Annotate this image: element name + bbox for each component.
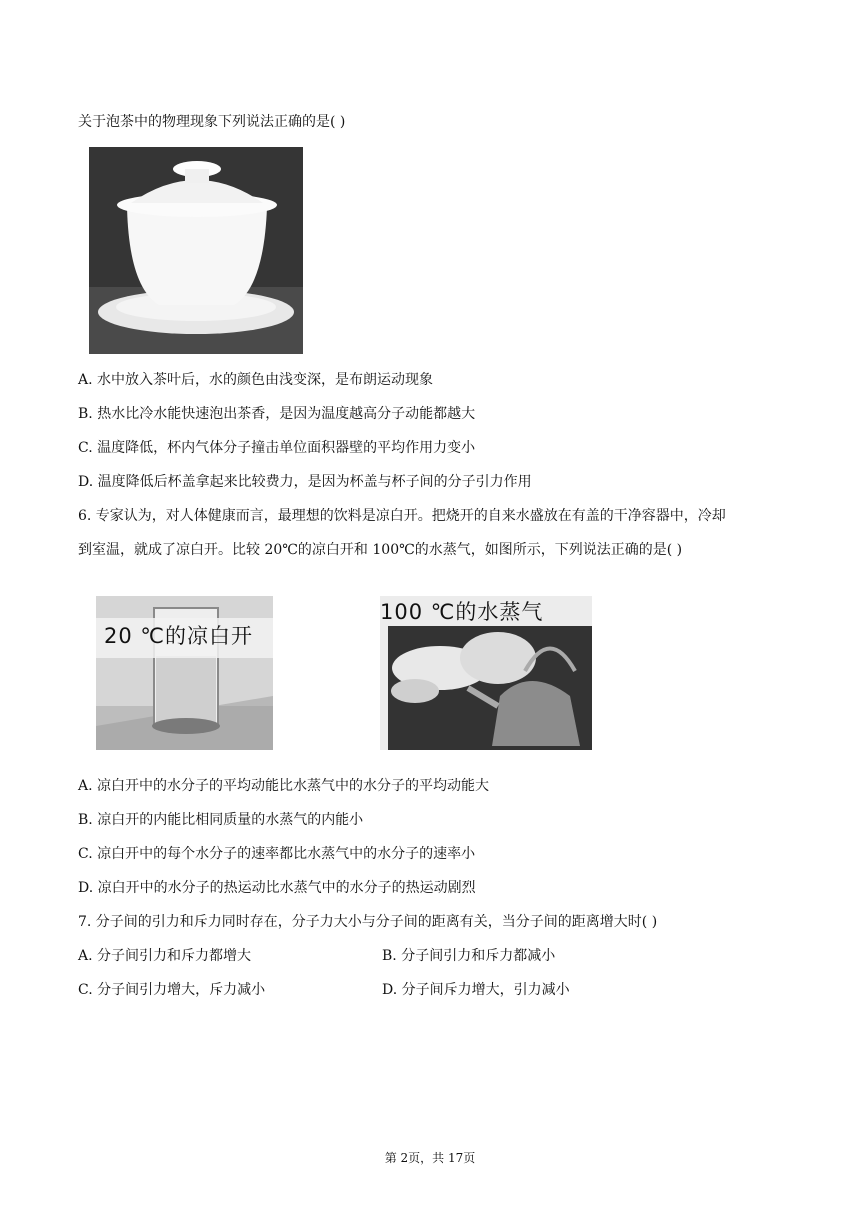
q7-option-d: D. 分子间斥力增大，引力减小 bbox=[382, 982, 570, 998]
q5-option-d: D. 温度降低后杯盖拿起来比较费力，是因为杯盖与杯子间的分子引力作用 bbox=[78, 474, 532, 490]
q5-option-a: A. 水中放入茶叶后，水的颜色由浅变深，是布朗运动现象 bbox=[78, 372, 434, 388]
teacup-image bbox=[89, 147, 303, 354]
q6-option-d: D. 凉白开中的水分子的热运动比水蒸气中的水分子的热运动剧烈 bbox=[78, 880, 476, 896]
q7-option-c: C. 分子间引力增大，斥力减小 bbox=[78, 982, 266, 998]
q6-option-b: B. 凉白开的内能比相同质量的水蒸气的内能小 bbox=[78, 812, 364, 828]
question-6-stem-line2: 到室温，就成了凉白开。比较 20℃的凉白开和 100℃的水蒸气，如图所示，下列说法正确的是( ) bbox=[78, 542, 683, 558]
q7-option-a: A. 分子间引力和斥力都增大 bbox=[78, 948, 252, 964]
question-5-stem: 关于泡茶中的物理现象下列说法正确的是( ) bbox=[78, 114, 346, 130]
gaiwan-teacup-illustration bbox=[89, 147, 303, 354]
q7-option-b: B. 分子间引力和斥力都减小 bbox=[382, 948, 556, 964]
steam-caption: 100 ℃的水蒸气 bbox=[380, 600, 544, 624]
q6-option-a: A. 凉白开中的水分子的平均动能比水蒸气中的水分子的平均动能大 bbox=[78, 778, 490, 794]
page-number-footer: 第 2页，共 17页 bbox=[384, 1151, 476, 1165]
cool-water-caption: 20 ℃的凉白开 bbox=[104, 624, 253, 648]
q6-option-c: C. 凉白开中的每个水分子的速率都比水蒸气中的水分子的速率小 bbox=[78, 846, 476, 862]
q5-option-c: C. 温度降低，杯内气体分子撞击单位面积器壁的平均作用力变小 bbox=[78, 440, 476, 456]
steam-image bbox=[380, 596, 592, 750]
q5-option-b: B. 热水比冷水能快速泡出茶香，是因为温度越高分子动能都越大 bbox=[78, 406, 476, 422]
question-7-stem: 7. 分子间的引力和斥力同时存在，分子力大小与分子间的距离有关，当分子间的距离增大时( ) bbox=[78, 914, 658, 930]
cool-water-image bbox=[96, 596, 273, 750]
question-6-stem-line1: 6. 专家认为，对人体健康而言，最理想的饮料是凉白开。把烧开的自来水盛放在有盖的干净容器中，冷却 bbox=[78, 508, 726, 524]
